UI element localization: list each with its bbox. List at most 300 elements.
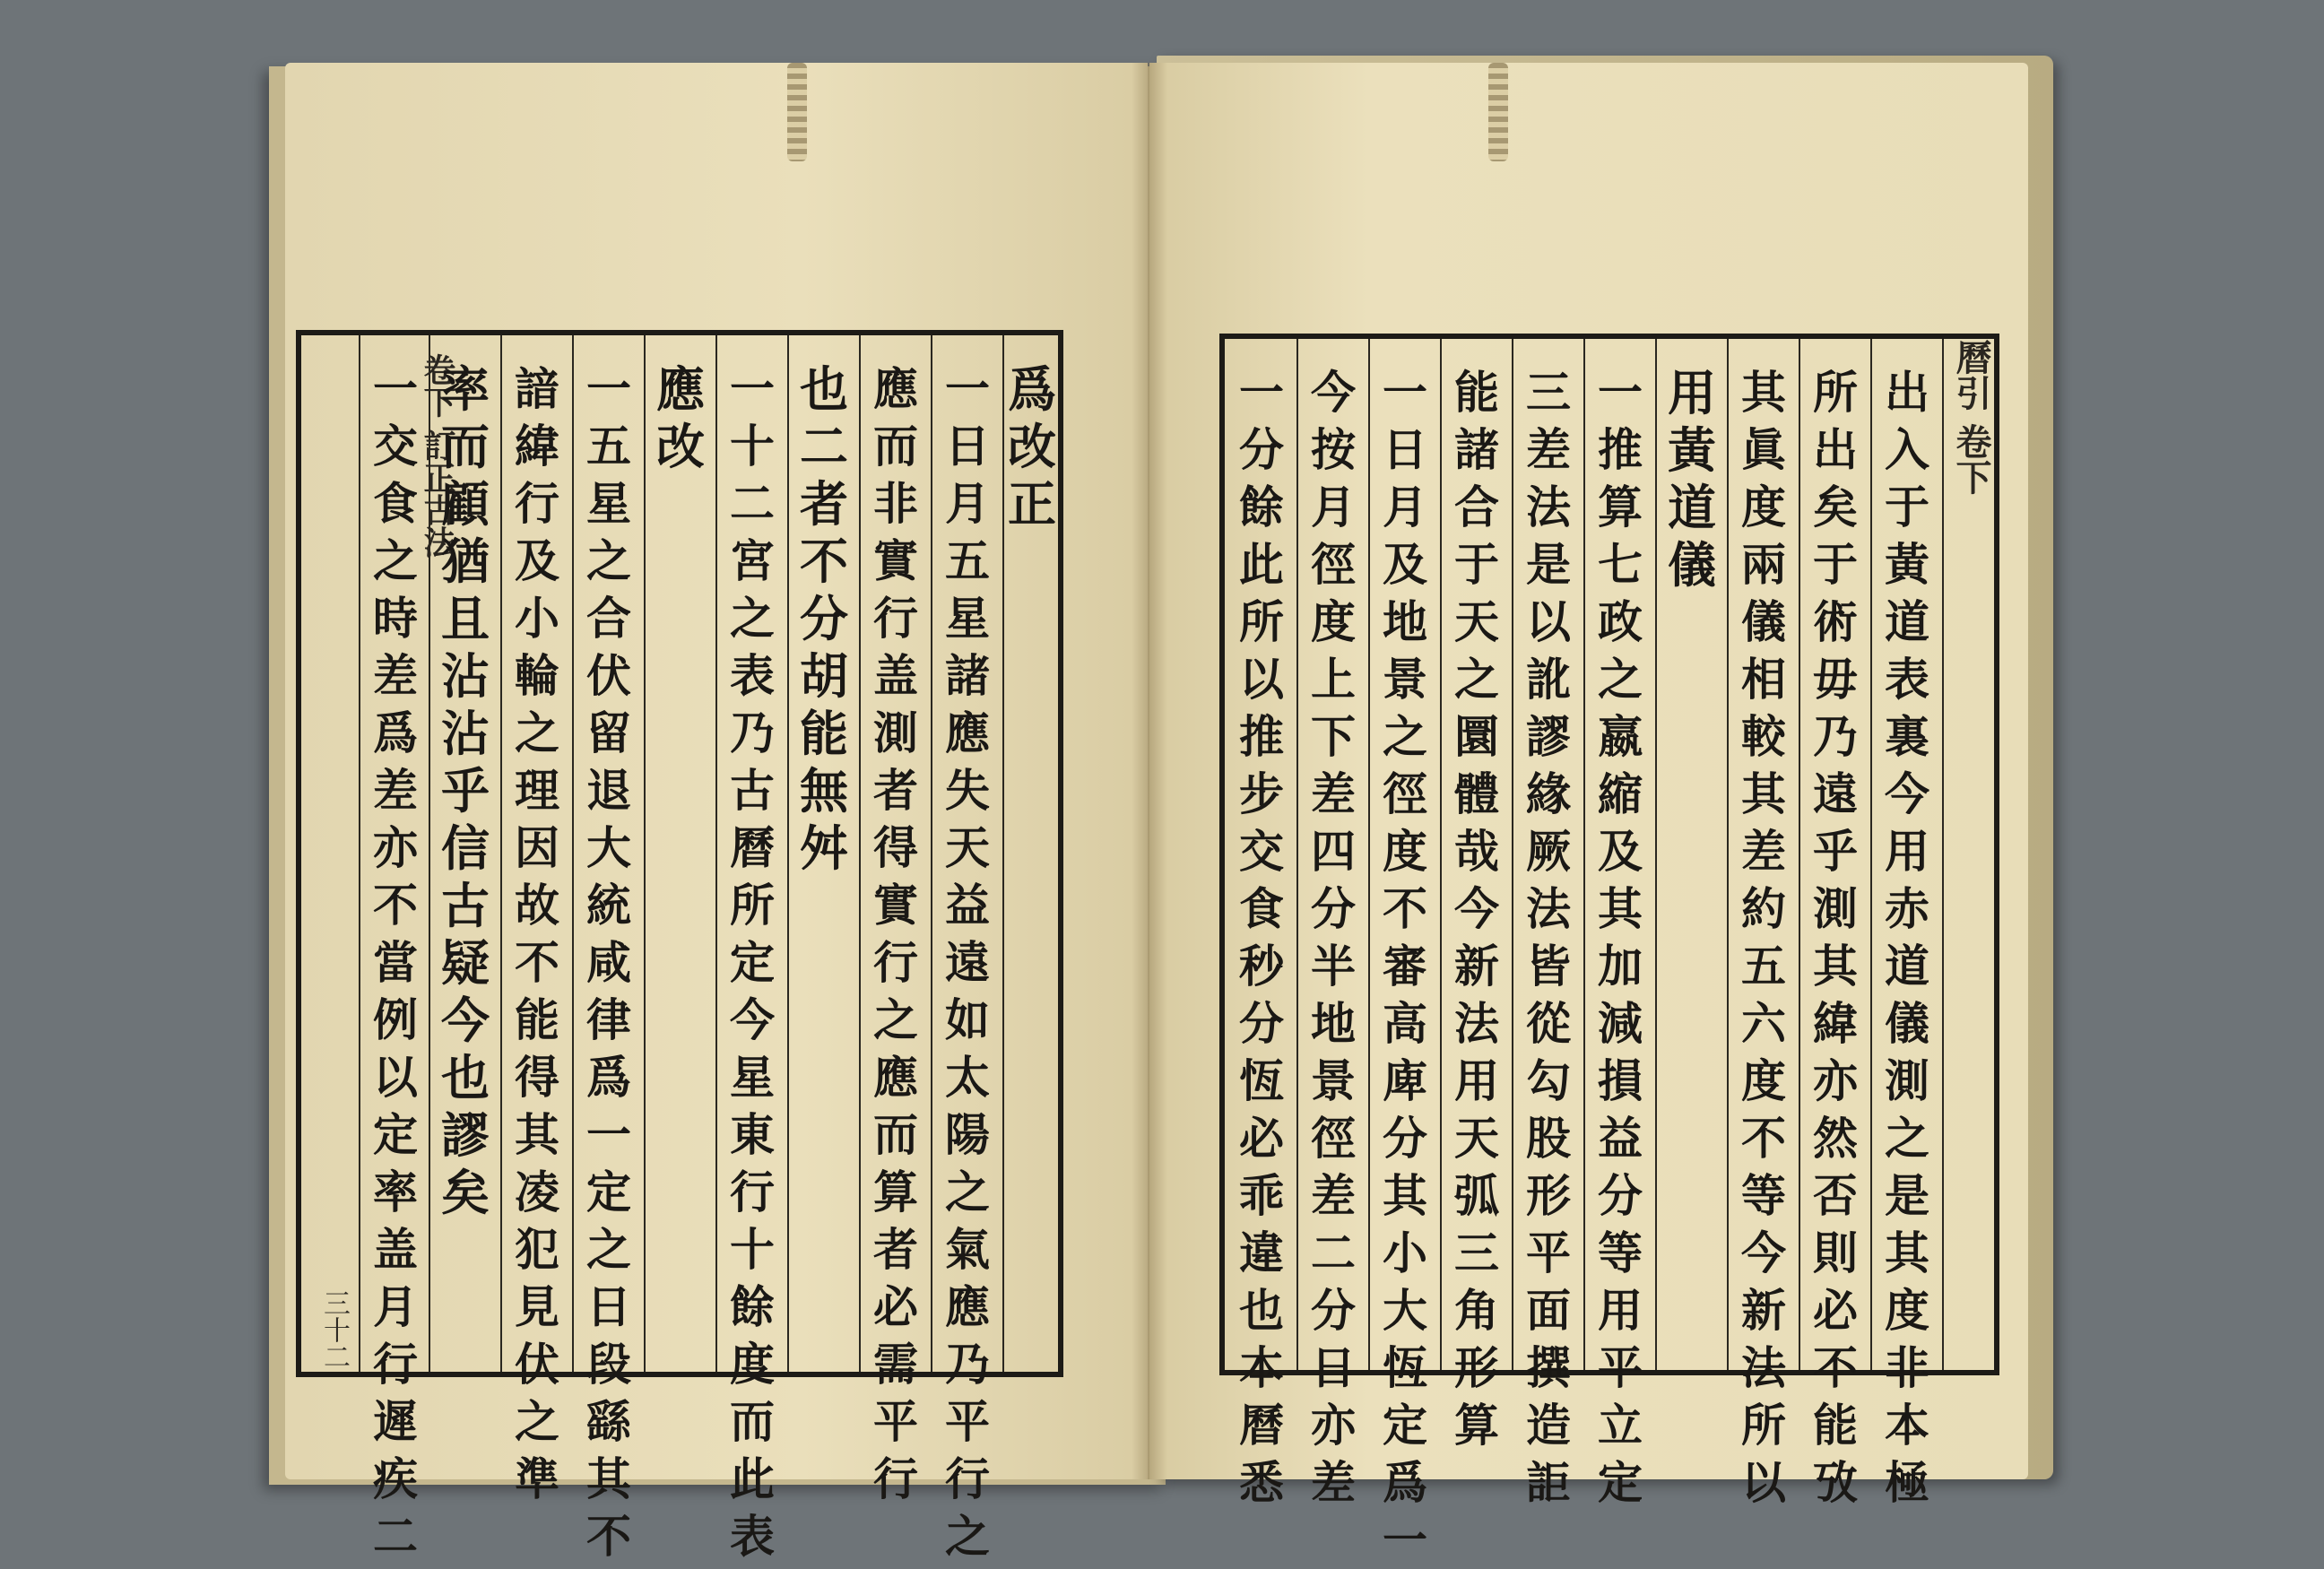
column-rule [1440,339,1442,1370]
glyph: 其 [1813,940,1858,993]
glyph: 正 [1008,475,1056,533]
glyph: 諸 [1454,423,1499,476]
glyph: 疾 [373,1452,418,1505]
glyph: 表 [1885,653,1929,706]
glyph: 月 [1311,481,1356,533]
glyph: 五 [945,534,990,587]
glyph: 五 [1741,940,1786,993]
glyph: 能 [515,993,559,1046]
glyph: 測 [1813,882,1858,935]
glyph: 食 [1239,882,1284,935]
glyph: 徑 [1311,1112,1356,1165]
glyph: 亦 [373,821,418,874]
glyph: 凌 [515,1166,559,1218]
column-rule [1942,339,1944,1370]
glyph: 景 [1311,1054,1356,1107]
glyph: 平 [1598,1341,1643,1394]
glyph: 表 [730,649,775,702]
glyph: 差 [1311,1169,1356,1222]
glyph: 弧 [1454,1169,1499,1222]
glyph: 分 [1311,1284,1356,1337]
glyph: 攷 [1813,1456,1858,1509]
glyph: 二 [373,1510,418,1563]
column-rule [931,335,932,1372]
glyph: 不 [586,1510,631,1563]
glyph: 測 [873,706,918,759]
book-gutter [1132,63,1167,1479]
glyph: 本 [1239,1341,1284,1394]
glyph: 不 [1813,1341,1858,1394]
glyph: 所 [1741,1399,1786,1452]
glyph: 于 [1885,481,1929,533]
glyph: 不 [800,533,848,590]
glyph: 一 [586,1108,631,1161]
glyph: 約 [1741,882,1786,935]
glyph: 入 [1885,423,1929,476]
glyph: 審 [1383,940,1427,993]
glyph: 需 [873,1338,918,1391]
glyph: 能 [1813,1399,1858,1452]
glyph: 星 [586,477,631,530]
text-column [1006,360,1058,533]
glyph: 兩 [1741,538,1786,591]
margin-label-text: 卷下 訂正古法 [419,353,456,559]
glyph: 赤 [1885,882,1929,935]
glyph: 新 [1454,940,1499,993]
glyph: 一 [1383,1513,1427,1566]
glyph: 改 [1008,418,1056,475]
glyph: 曆 [1239,1399,1284,1452]
glyph: 用 [1668,364,1716,421]
glyph: 減 [1598,997,1643,1050]
glyph: 輪 [515,649,559,702]
column-rule [1655,339,1657,1370]
glyph: 于 [1813,538,1858,591]
glyph: 及 [1598,825,1643,878]
glyph: 所 [1813,366,1858,419]
glyph: 沾 [441,705,490,762]
column-rule [644,335,646,1372]
glyph: 等 [1598,1227,1643,1279]
glyph: 以 [373,1051,418,1104]
text-column [936,360,999,1565]
glyph: 三 [1526,366,1571,419]
glyph: 大 [586,821,631,874]
glyph: 毋 [1813,653,1858,706]
glyph: 測 [1885,1054,1929,1107]
glyph: 日 [1383,423,1427,476]
glyph: 今 [1454,882,1499,935]
column-rule [715,335,717,1372]
glyph: 應 [945,1280,990,1333]
glyph: 面 [1526,1284,1571,1337]
right-text-frame [1219,334,1999,1566]
glyph: 政 [1598,595,1643,648]
glyph: 其 [1741,767,1786,820]
glyph: 也 [800,360,848,418]
glyph: 出 [1885,366,1929,419]
glyph: 分 [1239,423,1284,476]
glyph: 失 [945,764,990,817]
glyph: 步 [1239,767,1284,820]
glyph: 黃 [1668,421,1716,479]
glyph: 謬 [441,1106,490,1164]
glyph: 宮 [730,534,775,587]
glyph: 六 [1741,997,1786,1050]
glyph: 行 [873,1452,918,1505]
right-margin-label [1947,339,1994,495]
glyph: 伏 [586,649,631,702]
glyph: 法 [1526,481,1571,533]
glyph: 月 [373,1280,418,1333]
glyph: 一 [1239,366,1284,419]
glyph: 極 [1885,1456,1929,1509]
glyph: 等 [1741,1169,1786,1222]
glyph: 十 [730,420,775,472]
glyph: 撰 [1526,1341,1571,1394]
glyph: 得 [515,1051,559,1104]
glyph: 小 [1383,1227,1427,1279]
glyph: 恆 [1383,1341,1427,1394]
glyph: 應 [656,360,705,418]
glyph: 所 [730,879,775,932]
glyph: 訛 [1526,653,1571,706]
glyph: 必 [1239,1112,1284,1165]
glyph: 乃 [730,706,775,759]
glyph: 沾 [441,647,490,705]
glyph: 月 [1383,481,1427,533]
glyph: 道 [1885,595,1929,648]
glyph: 遠 [945,936,990,989]
glyph: 造 [1526,1399,1571,1452]
glyph: 爲 [1383,1456,1427,1509]
glyph: 今 [1311,366,1356,419]
glyph: 算 [873,1166,918,1218]
glyph: 儀 [1668,536,1716,594]
glyph: 所 [1239,595,1284,648]
glyph: 因 [515,821,559,874]
glyph: 退 [586,764,631,817]
glyph: 圜 [1454,710,1499,763]
glyph: 也 [1239,1284,1284,1337]
glyph: 亦 [1813,1054,1858,1107]
glyph: 二 [800,418,848,475]
glyph: 爲 [586,1051,631,1104]
glyph: 嬴 [1598,710,1643,763]
glyph: 一 [373,362,418,415]
glyph: 皆 [1526,940,1571,993]
glyph: 二 [730,477,775,530]
glyph: 應 [873,362,918,415]
text-column [1804,364,1867,1512]
glyph: 繇 [586,1395,631,1448]
glyph: 見 [515,1280,559,1333]
glyph: 遠 [1813,767,1858,820]
glyph: 然 [1813,1112,1858,1165]
glyph: 曆 [730,821,775,874]
glyph: 矣 [441,1164,490,1221]
glyph: 律 [586,993,631,1046]
column-rule [1512,339,1513,1370]
glyph: 用 [1885,825,1929,878]
text-column [721,360,784,1565]
column-rule [1368,339,1370,1370]
glyph: 定 [586,1166,631,1218]
glyph: 庳 [1383,1054,1427,1107]
glyph: 合 [1454,481,1499,533]
glyph: 地 [1383,595,1427,648]
glyph: 之 [1885,1112,1929,1165]
glyph: 且 [441,590,490,647]
glyph: 必 [1813,1284,1858,1337]
glyph: 定 [373,1108,418,1161]
glyph: 緯 [515,420,559,472]
glyph: 分 [1311,882,1356,935]
glyph: 表 [730,1510,775,1563]
glyph: 大 [1383,1284,1427,1337]
glyph: 統 [586,879,631,932]
glyph: 之 [1454,653,1499,706]
glyph: 緯 [1813,997,1858,1050]
glyph: 必 [873,1280,918,1333]
glyph: 度 [730,1338,775,1391]
glyph: 行 [373,1338,418,1391]
glyph: 交 [373,420,418,472]
glyph: 恆 [1239,1054,1284,1107]
glyph: 其 [1383,1169,1427,1222]
glyph: 七 [1598,538,1643,591]
glyph: 徑 [1383,767,1427,820]
glyph: 星 [945,592,990,645]
glyph: 遲 [373,1395,418,1448]
glyph: 古 [441,877,490,934]
glyph: 之 [730,592,775,645]
glyph: 胡 [800,647,848,705]
glyph: 形 [1526,1169,1571,1222]
glyph: 益 [1598,1112,1643,1165]
glyph: 不 [515,936,559,989]
column-rule [572,335,574,1372]
glyph: 本 [1885,1399,1929,1452]
glyph: 十 [730,1223,775,1276]
glyph: 而 [441,418,490,475]
glyph: 法 [1526,882,1571,935]
glyph: 算 [1454,1399,1499,1452]
glyph: 相 [1741,653,1786,706]
glyph: 爲 [1008,360,1056,418]
glyph: 是 [1885,1169,1929,1222]
column-rule [1296,339,1298,1370]
glyph: 留 [586,706,631,759]
glyph: 非 [873,477,918,530]
glyph: 其 [515,1108,559,1161]
glyph: 之 [373,534,418,587]
glyph: 縮 [1598,767,1643,820]
glyph: 乎 [441,762,490,819]
column-rule [1002,335,1004,1372]
glyph: 其 [1598,882,1643,935]
glyph: 度 [1383,825,1427,878]
glyph: 半 [1311,940,1356,993]
glyph: 而 [730,1395,775,1448]
glyph: 得 [873,821,918,874]
glyph: 理 [515,764,559,817]
glyph: 五 [586,420,631,472]
glyph: 悉 [1239,1456,1284,1509]
glyph: 改 [656,418,705,475]
glyph: 者 [873,1223,918,1276]
glyph: 乃 [1813,710,1858,763]
text-column [793,360,855,877]
text-column [434,360,497,1221]
glyph: 東 [730,1108,775,1161]
text-column [1230,364,1293,1512]
glyph: 秒 [1239,940,1284,993]
glyph: 分 [800,590,848,647]
glyph: 今 [1885,767,1929,820]
glyph: 度 [1885,1284,1929,1337]
glyph: 日 [945,420,990,472]
folio-number: 三十二 [318,1289,350,1370]
text-column [1374,364,1436,1569]
glyph: 應 [873,1051,918,1104]
glyph: 乃 [945,1338,990,1391]
column-rule [787,335,789,1372]
glyph: 實 [873,534,918,587]
glyph: 下 [1311,710,1356,763]
glyph: 準 [515,1452,559,1505]
glyph: 今 [1741,1227,1786,1279]
glyph: 差 [373,649,418,702]
glyph: 今 [730,993,775,1046]
glyph: 差 [1526,423,1571,476]
glyph: 違 [1239,1227,1284,1279]
glyph: 定 [730,936,775,989]
glyph: 立 [1598,1399,1643,1452]
glyph: 犯 [515,1223,559,1276]
glyph: 行 [945,1452,990,1505]
glyph: 出 [1813,423,1858,476]
glyph: 行 [873,592,918,645]
glyph: 四 [1311,825,1356,878]
glyph: 盖 [873,649,918,702]
glyph: 今 [441,992,490,1049]
glyph: 之 [945,1166,990,1218]
text-column [1445,364,1508,1454]
glyph: 不 [373,879,418,932]
glyph: 用 [1454,1054,1499,1107]
glyph: 也 [441,1049,490,1106]
glyph: 推 [1239,710,1284,763]
glyph: 此 [1239,538,1284,591]
glyph: 之 [945,1510,990,1563]
glyph: 及 [1383,538,1427,591]
glyph: 伏 [515,1338,559,1391]
glyph: 而 [873,1108,918,1161]
column-rule [1799,339,1800,1370]
text-column [364,360,427,1565]
glyph: 餘 [730,1280,775,1333]
glyph: 一 [730,362,775,415]
glyph: 黃 [1885,538,1929,591]
glyph: 道 [1885,940,1929,993]
glyph: 當 [373,936,418,989]
glyph: 差 [1311,1456,1356,1509]
glyph: 氣 [945,1223,990,1276]
glyph: 度 [1311,595,1356,648]
glyph: 裏 [1885,710,1929,763]
glyph: 行 [515,477,559,530]
glyph: 乎 [1813,825,1858,878]
glyph: 故 [515,879,559,932]
glyph: 謬 [1526,710,1571,763]
glyph: 徑 [1311,538,1356,591]
text-column [1517,364,1580,1512]
glyph: 分 [1383,1112,1427,1165]
glyph: 眞 [1741,423,1786,476]
glyph: 星 [730,1051,775,1104]
glyph: 緣 [1526,767,1571,820]
column-rule [1583,339,1585,1370]
glyph: 勾 [1526,1054,1571,1107]
glyph: 則 [1813,1227,1858,1279]
glyph: 景 [1383,653,1427,706]
glyph: 段 [586,1338,631,1391]
glyph: 不 [1383,882,1427,935]
glyph: 食 [373,477,418,530]
glyph: 者 [873,764,918,817]
glyph: 行 [873,936,918,989]
glyph: 率 [373,1166,418,1218]
glyph: 加 [1598,940,1643,993]
glyph: 者 [800,475,848,533]
glyph: 新 [1741,1284,1786,1337]
glyph: 不 [1741,1112,1786,1165]
glyph: 一 [1598,366,1643,419]
glyph: 三 [1454,1227,1499,1279]
glyph: 月 [945,477,990,530]
glyph: 之 [586,1223,631,1276]
left-text-frame [296,330,1063,1563]
glyph: 無 [800,762,848,819]
glyph: 較 [1741,710,1786,763]
text-column [1732,364,1795,1512]
glyph: 股 [1526,1112,1571,1165]
glyph: 之 [515,1395,559,1448]
glyph: 厥 [1526,825,1571,878]
text-column [1876,364,1938,1512]
glyph: 一 [945,362,990,415]
glyph: 日 [1311,1341,1356,1394]
column-rule [859,335,861,1372]
glyph: 其 [586,1452,631,1505]
glyph: 能 [800,705,848,762]
glyph: 算 [1598,481,1643,533]
glyph: 一 [1383,366,1427,419]
glyph: 舛 [800,819,848,877]
glyph: 法 [1741,1341,1786,1394]
glyph: 陽 [945,1108,990,1161]
glyph: 如 [945,993,990,1046]
column-rule [1727,339,1729,1370]
glyph: 天 [1454,1112,1499,1165]
text-column [577,360,640,1565]
binding-stitch-right [1488,63,1508,161]
glyph: 之 [873,993,918,1046]
glyph: 以 [1741,1456,1786,1509]
glyph: 亦 [1311,1399,1356,1452]
glyph: 天 [945,821,990,874]
